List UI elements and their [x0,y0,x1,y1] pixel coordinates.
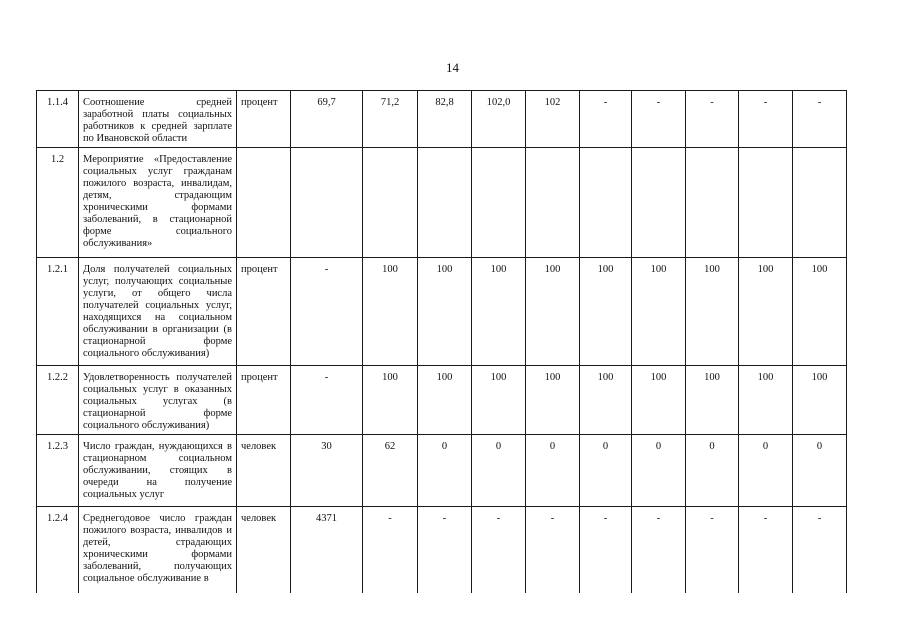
value-cell: - [291,366,363,435]
value-cell: 0 [632,435,686,507]
value-cell: 102 [526,91,580,148]
row-number: 1.2.3 [37,435,79,507]
value-cell: - [526,507,580,593]
value-cell: 100 [739,258,793,366]
value-cell: 30 [291,435,363,507]
indicators-table [36,90,847,593]
value-cell: 100 [472,258,526,366]
row-description: Удовлетворенность получателей социальных услуг в оказанных социальных услугах (в стационарной форме социального обслуживания) [79,366,237,435]
row-number: 1.2.4 [37,507,79,593]
value-cell [472,148,526,258]
value-cell [526,148,580,258]
row-unit: процент [237,91,291,148]
value-cell: - [632,507,686,593]
value-cell: 71,2 [363,91,418,148]
value-cell [686,148,739,258]
table-row [37,366,847,435]
value-cell: 100 [472,366,526,435]
row-unit: процент [237,366,291,435]
value-cell: - [580,507,632,593]
value-cell: 100 [686,258,739,366]
value-cell: 100 [793,366,847,435]
value-cell: - [686,91,739,148]
table-row [37,507,847,593]
row-unit: человек [237,507,291,593]
value-cell: - [793,507,847,593]
value-cell: - [686,507,739,593]
value-cell: 100 [418,258,472,366]
row-description: Доля получателей социальных услуг, получающих социальные услуги, от общего числа получателей социальных услуг, находящихся на социальном обслуживании в организации (в стационарной форме социального обслуживания) [79,258,237,366]
row-unit: процент [237,258,291,366]
value-cell: - [580,91,632,148]
value-cell: 0 [739,435,793,507]
value-cell: 100 [580,366,632,435]
value-cell: 100 [632,258,686,366]
value-cell: 100 [793,258,847,366]
value-cell: - [291,258,363,366]
value-cell: 100 [526,366,580,435]
row-description: Соотношение средней заработной платы социальных работников к средней зарплате по Ивановской области [79,91,237,148]
value-cell: 100 [363,258,418,366]
page-number: 14 [446,60,459,75]
value-cell: - [472,507,526,593]
value-cell: 0 [472,435,526,507]
value-cell: 100 [632,366,686,435]
value-cell: 100 [739,366,793,435]
value-cell: 0 [686,435,739,507]
row-description: Число граждан, нуждающихся в стационарном социальном обслуживании, стоящих в очереди на получение социальных услуг [79,435,237,507]
value-cell: 100 [526,258,580,366]
value-cell: 4371 [291,507,363,593]
row-unit [237,148,291,258]
value-cell: 69,7 [291,91,363,148]
table-row [37,258,847,366]
value-cell [291,148,363,258]
value-cell: 100 [363,366,418,435]
value-cell [632,148,686,258]
value-cell: 0 [418,435,472,507]
row-description: Мероприятие «Предоставление социальных услуг гражданам пожилого возраста, инвалидам, детям, страдающим хроническими формами заболеваний, в стационарной форме социального обслуживания» [79,148,237,258]
value-cell: 100 [686,366,739,435]
table-row [37,148,847,258]
row-number: 1.2 [37,148,79,258]
value-cell: 0 [580,435,632,507]
value-cell: 100 [418,366,472,435]
value-cell [418,148,472,258]
row-description: Среднегодовое число граждан пожилого возраста, инвалидов и детей, страдающих хроническими формами заболеваний, получающих социальное обслуживание в [79,507,237,593]
value-cell [363,148,418,258]
value-cell: 82,8 [418,91,472,148]
value-cell [580,148,632,258]
row-number: 1.1.4 [37,91,79,148]
value-cell: - [363,507,418,593]
table-row [37,435,847,507]
table-row [37,91,847,148]
row-unit: человек [237,435,291,507]
row-number: 1.2.2 [37,366,79,435]
value-cell: - [793,91,847,148]
value-cell [793,148,847,258]
value-cell: 0 [793,435,847,507]
value-cell [739,148,793,258]
value-cell: 102,0 [472,91,526,148]
value-cell: 100 [580,258,632,366]
value-cell: - [418,507,472,593]
row-number: 1.2.1 [37,258,79,366]
value-cell: 62 [363,435,418,507]
value-cell: 0 [526,435,580,507]
value-cell: - [739,91,793,148]
value-cell: - [632,91,686,148]
value-cell: - [739,507,793,593]
